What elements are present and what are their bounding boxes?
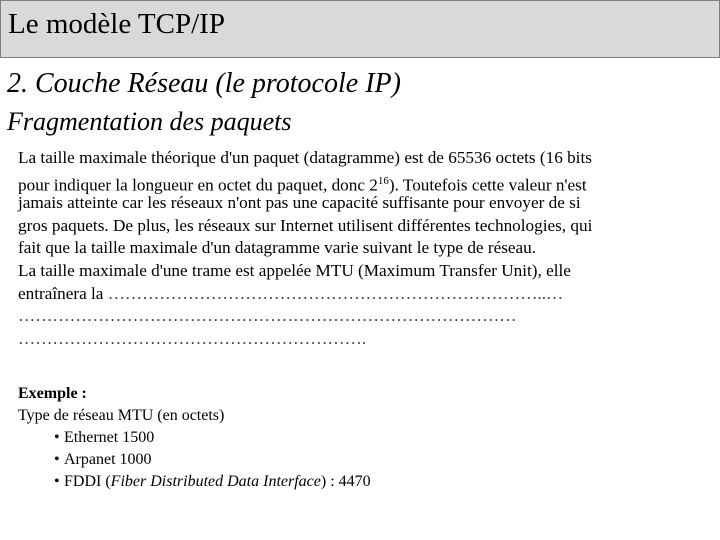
body-paragraph [18, 147, 698, 350]
subsection-heading: Fragmentation des paquets [7, 107, 292, 136]
bullet-icon: • [54, 473, 60, 490]
list-item-text: Arpanet 1000 [64, 451, 152, 468]
slide-title: Le modèle TCP/IP [8, 8, 225, 40]
list-item-text: FDDI ( [64, 473, 111, 490]
list-item [18, 427, 371, 449]
exponent: 16 [377, 174, 389, 187]
body-text-segment: pour indiquer la longueur en octet du paquet, donc 2 [18, 175, 378, 195]
fill-in-dots: ……………………………………………………. [18, 328, 367, 348]
body-line: fait que la taille maximale d'un datagramme varie suivant le type de réseau. [18, 238, 537, 258]
bullet-icon: • [54, 451, 60, 468]
section-heading: 2. Couche Réseau (le protocole IP) [7, 68, 401, 99]
list-item [18, 471, 371, 493]
list-item-italic-text: Fiber Distributed Data Interface [110, 473, 321, 490]
body-line: La taille maximale d'une trame est appelée MTU (Maximum Transfer Unit), elle [18, 260, 571, 280]
body-line [18, 170, 698, 193]
example-block [18, 383, 371, 493]
example-label: Exemple : [18, 385, 87, 402]
bullet-icon: • [54, 429, 60, 446]
body-line: gros paquets. De plus, les réseaux sur Internet utilisent différentes technologies, qui [18, 215, 593, 235]
title-bar [0, 0, 720, 58]
list-item-text: ) : 4470 [320, 473, 371, 490]
list-item [18, 449, 371, 471]
list-item-text: Ethernet 1500 [64, 429, 155, 446]
body-text-segment: entraînera la [18, 283, 108, 303]
fill-in-dots: …………………………………………………………………………… [18, 306, 517, 326]
body-line: jamais atteinte car les réseaux n'ont pas une capacité suffisante pour envoyer de si [18, 193, 581, 213]
body-text-segment: ). Toutefois cette valeur n'est [388, 175, 587, 195]
body-line: La taille maximale théorique d'un paquet (datagramme) est de 65536 octets (16 bits [18, 148, 592, 167]
body-line [18, 283, 698, 306]
example-header: Type de réseau MTU (en octets) [18, 407, 225, 424]
fill-in-dots: …………………………………………………………………..… [107, 283, 564, 303]
